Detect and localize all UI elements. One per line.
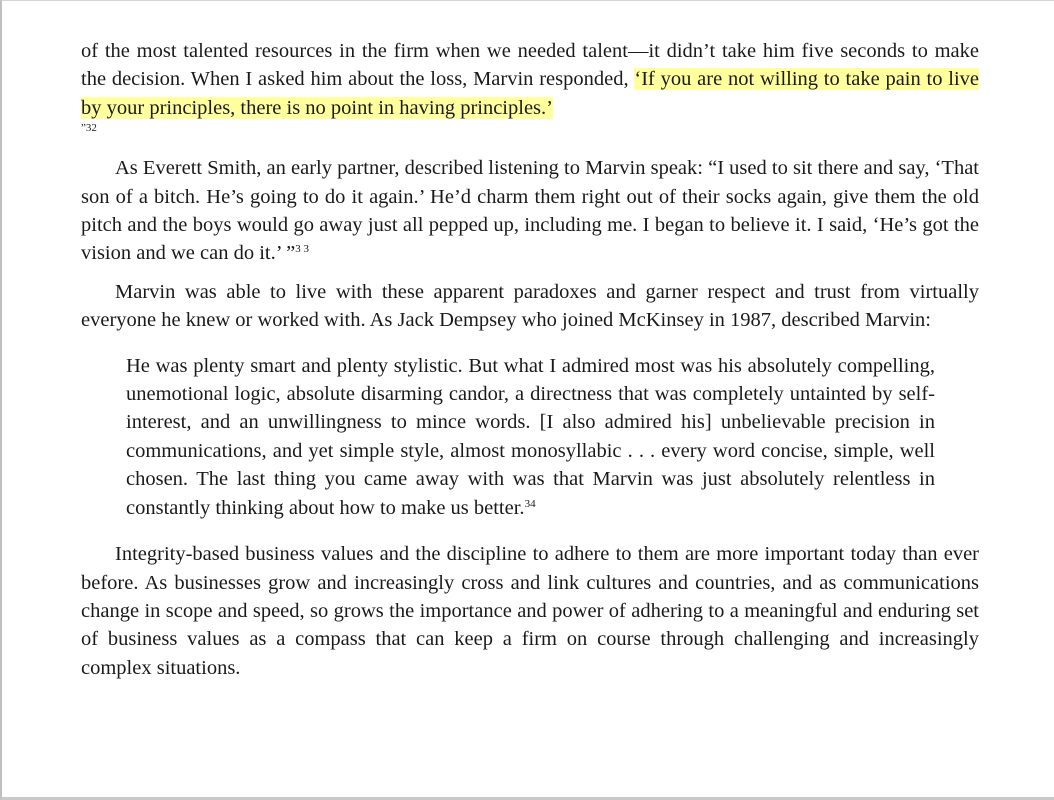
document-page — [81, 37, 979, 682]
paragraph-2 — [81, 154, 979, 268]
highlighted-quote[interactable]: ‘If you are not willing to take pain to live by your principles, there is no point in having principles.’ — [81, 68, 979, 119]
footnote-ref-34: 34 — [524, 497, 536, 510]
paragraph-3-text: Marvin was able to live with these apparent paradoxes and garner respect and trust from virtually everyone he knew or worked with. As Jack Dempsey who joined McKinsey in 1987, described Marvin: — [81, 280, 979, 332]
paragraph-5 — [81, 540, 979, 682]
block-quote-text: He was plenty smart and plenty stylistic. But what I admired most was his absolutely compelling, unemotional logic, absolute disarming candor, a directness that was completely untainted by self-interest, and an unwillingness to mince words. [I also admired his] unbelievable precision in communications, and yet simple style, almost monosyllabic . . . every word concise, simple, well chosen. The last thing you came away with was that Marvin was just absolutely relentless in constantly thinking about how to make us better. — [126, 354, 935, 519]
paragraph-5-text: Integrity-based business values and the discipline to adhere to them are more important today than ever before. As businesses grow and increasingly cross and link cultures and countries, and as communications change in scope and speed, so grows the importance and power of adhering to a meaningful and enduring set of business values as a compass that can keep a firm on course through challenging and increasingly complex situations. — [81, 543, 979, 679]
footnote-ref-32: ”32 — [81, 122, 97, 135]
paragraph-1-text: of the most talented resources in the firm when we needed talent—it didn’t take him five seconds to make the decision. When I asked him about the loss, Marvin responded, — [81, 40, 979, 91]
paragraph-1 — [81, 37, 979, 136]
footnote-ref-33: 3 3 — [295, 243, 309, 256]
paragraph-2-text: As Everett Smith, an early partner, described listening to Marvin speak: “I used to sit there and say, ‘That son of a bitch. He’s going to do it again.’ He’d charm them right out of their socks again, give them the old pitch and the boys would go away just all pepped up, including me. I began to believe it. I said, ‘He’s got the vision and we can do it.’ ” — [81, 157, 979, 265]
paragraph-3 — [81, 278, 979, 335]
block-quote — [126, 352, 935, 522]
